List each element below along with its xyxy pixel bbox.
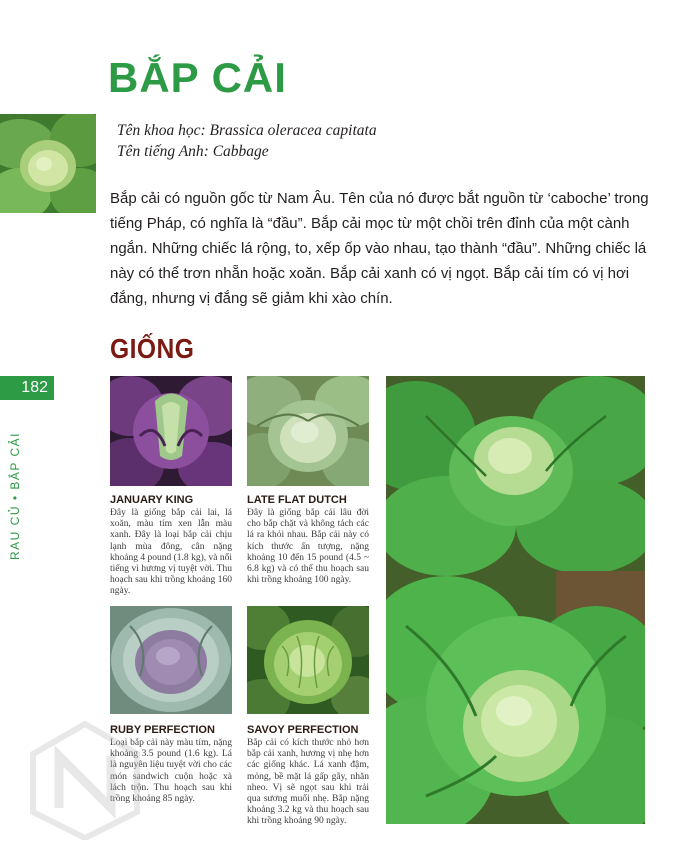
variety-name: SAVOY PERFECTION bbox=[247, 724, 359, 736]
variety-late-flat-dutch bbox=[247, 493, 369, 586]
english-name: Tên tiếng Anh: Cabbage bbox=[117, 143, 269, 160]
page-number: 182 bbox=[0, 376, 54, 400]
scientific-name: Tên khoa học: Brassica oleracea capitata bbox=[117, 122, 377, 139]
section-title: GIỐNG bbox=[110, 333, 195, 364]
savoy-perfection-photo bbox=[247, 606, 369, 714]
watermark-logo bbox=[25, 720, 145, 840]
january-king-photo bbox=[110, 376, 232, 486]
side-label-text: RAU CỦ • BẮP CẢI bbox=[8, 431, 22, 560]
variety-description: Bắp cải có kích thước nhỏ hơn bắp cải xanh, hương vị nhẹ hơn các giống khác. Lá xanh đậm, mỏng, bề mặt lá gấp gãy, nhăn nheo. Vị sẽ ngọt sau khi trải qua sương muối nhẹ. Bắp nặng khoảng 3.2 kg và thu hoạch sau khi trồng khoảng 90 ngày. bbox=[247, 738, 369, 827]
variety-january-king bbox=[110, 493, 232, 598]
ruby-perfection-photo bbox=[110, 606, 232, 714]
page-title: BẮP CẢI bbox=[108, 54, 287, 101]
variety-description: Đây là giống bắp cải lai, lá xoăn, màu tím xen lẫn màu xanh. Đây là loại bắp cải chịu lạnh mùa đông, cân nặng khoảng 4 pound (1.8 kg), và nổi tiếng vì hương vị tuyệt vời. Thu hoạch sau khi trồng khoảng 160 ngày. bbox=[110, 508, 232, 597]
species-info bbox=[117, 120, 377, 162]
late-flat-dutch-photo bbox=[247, 376, 369, 486]
variety-name: LATE FLAT DUTCH bbox=[247, 494, 347, 506]
cabbage-field-photo bbox=[386, 376, 645, 824]
side-label bbox=[8, 410, 28, 560]
variety-description: Đây là giống bắp cải lâu đời cho bắp chặt và không tách các lá ra khỏi nhau. Bắp cải này có kích thước ấn tượng, nặng khoảng 10 đến 15 pound (4.5 ~ 6.8 kg) và có thể thu hoạch sau khi trồng khoảng 100 ngày. bbox=[247, 508, 369, 586]
variety-name: RUBY PERFECTION bbox=[110, 724, 215, 736]
cabbage-thumbnail-photo bbox=[0, 114, 96, 213]
intro-paragraph: Bắp cải có nguồn gốc từ Nam Âu. Tên của nó được bắt nguồn từ ‘caboche’ trong tiếng Pháp, có nghĩa là “đầu”. Bắp cải mọc từ một chồi trên đỉnh của một cành ngắn. Những chiếc lá rộng, to, xếp ốp vào nhau, tạo thành “đầu”. Những chiếc lá này có thể trơn nhẵn hoặc xoăn. Bắp cải xanh có vị ngọt. Bắp cải tím có vị hơi đắng, nhưng vị đắng sẽ giảm khi xào chín. bbox=[110, 190, 649, 307]
variety-savoy-perfection bbox=[247, 723, 369, 828]
variety-name: JANUARY KING bbox=[110, 494, 194, 506]
variety-description: Loại bắp cải này màu tím, nặng khoảng 3.5 pound (1.6 kg). Lá là nguyên liệu tuyệt vời cho các món sandwich cuộn hoặc xà lách trộn. Thu hoạch sau khi trồng khoảng 85 ngày. bbox=[110, 738, 232, 805]
